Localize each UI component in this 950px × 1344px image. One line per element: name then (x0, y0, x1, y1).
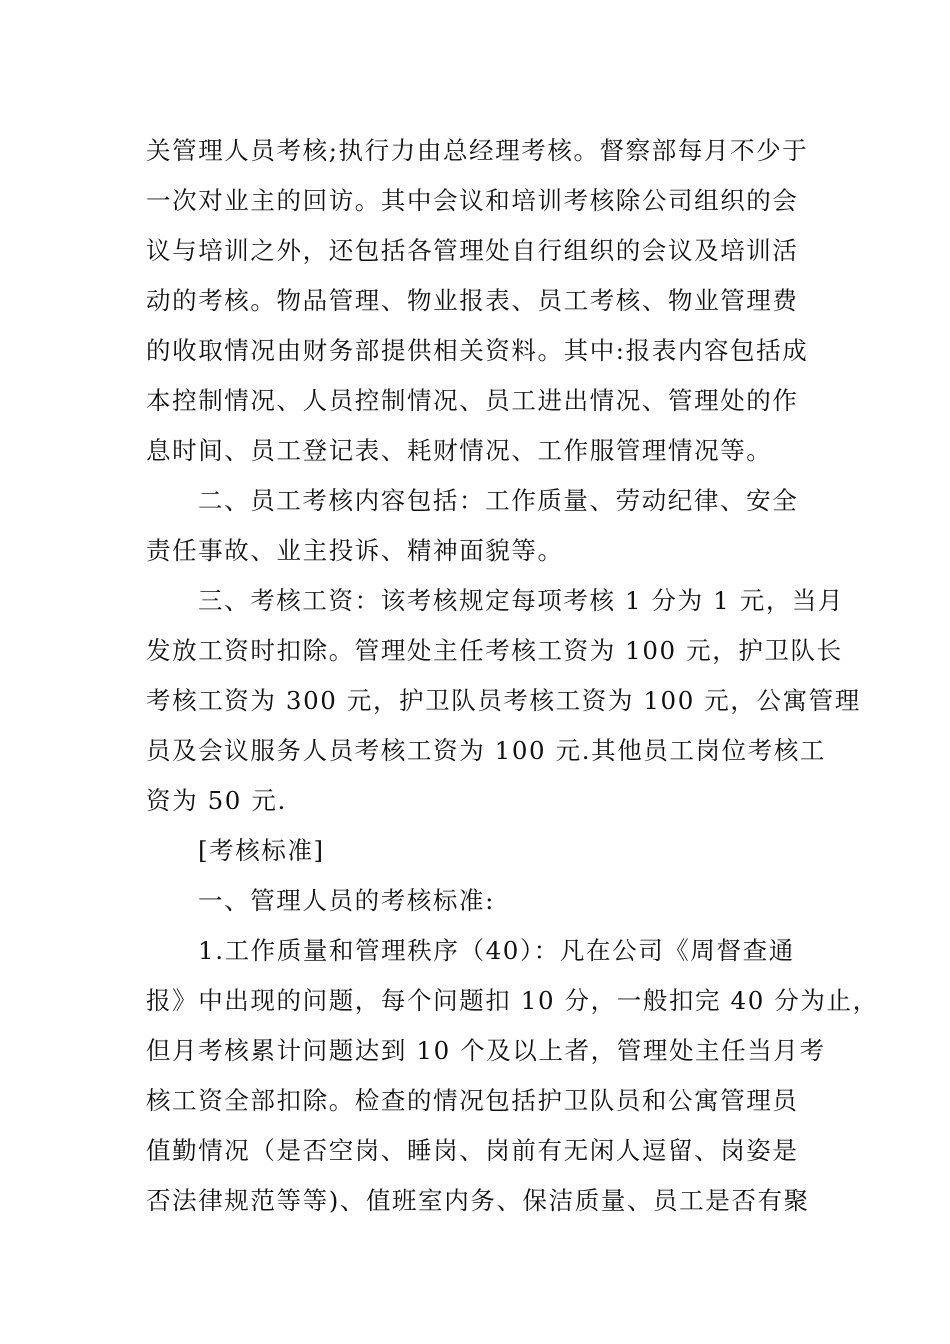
section-heading-line: 二、员工考核内容包括：工作质量、劳动纪律、安全 (198, 486, 799, 515)
subsection-heading: 一、管理人员的考核标准: (198, 886, 495, 915)
paragraph-line: 责任事故、业主投诉、精神面貌等。 (146, 536, 564, 565)
paragraph-line: 否法律规范等等)、值班室内务、保洁质量、员工是否有聚 (146, 1186, 810, 1215)
bracket-heading: [考核标准] (198, 836, 325, 865)
paragraph-line: 报》中出现的问题，每个问题扣 10 分，一般扣完 40 分为止， (146, 986, 879, 1015)
paragraph-line: 本控制情况、人员控制情况、员工进出情况、管理处的作 (146, 386, 799, 415)
paragraph-line: 一次对业主的回访。其中会议和培训考核除公司组织的会 (146, 186, 799, 215)
paragraph-line: 员及会议服务人员考核工资为 100 元.其他员工岗位考核工 (146, 736, 827, 765)
paragraph-line: 核工资全部扣除。检查的情况包括护卫队员和公寓管理员 (146, 1086, 799, 1115)
paragraph-line: 但月考核累计问题达到 10 个及以上者，管理处主任当月考 (146, 1036, 826, 1065)
paragraph-line: 考核工资为 300 元，护卫队员考核工资为 100 元，公寓管理 (146, 686, 861, 715)
paragraph-line: 值勤情况（是否空岗、睡岗、岗前有无闲人逗留、岗姿是 (146, 1136, 799, 1165)
paragraph-line: 动的考核。物品管理、物业报表、员工考核、物业管理费 (146, 286, 799, 315)
paragraph-line: 息时间、员工登记表、耗财情况、工作服管理情况等。 (146, 436, 773, 465)
paragraph-line: 关管理人员考核;执行力由总经理考核。督察部每月不少于 (146, 136, 809, 165)
paragraph-line: 的收取情况由财务部提供相关资料。其中:报表内容包括成 (146, 336, 809, 365)
paragraph-line: 议与培训之外，还包括各管理处自行组织的会议及培训活 (146, 236, 799, 265)
section-heading-line: 三、考核工资：该考核规定每项考核 1 分为 1 元，当月 (198, 586, 845, 615)
paragraph-line: 发放工资时扣除。管理处主任考核工资为 100 元，护卫队长 (146, 636, 843, 665)
paragraph-line: 资为 50 元. (146, 786, 287, 815)
numbered-item-line: 1.工作质量和管理秩序（40）：凡在公司《周督查通 (198, 936, 795, 965)
